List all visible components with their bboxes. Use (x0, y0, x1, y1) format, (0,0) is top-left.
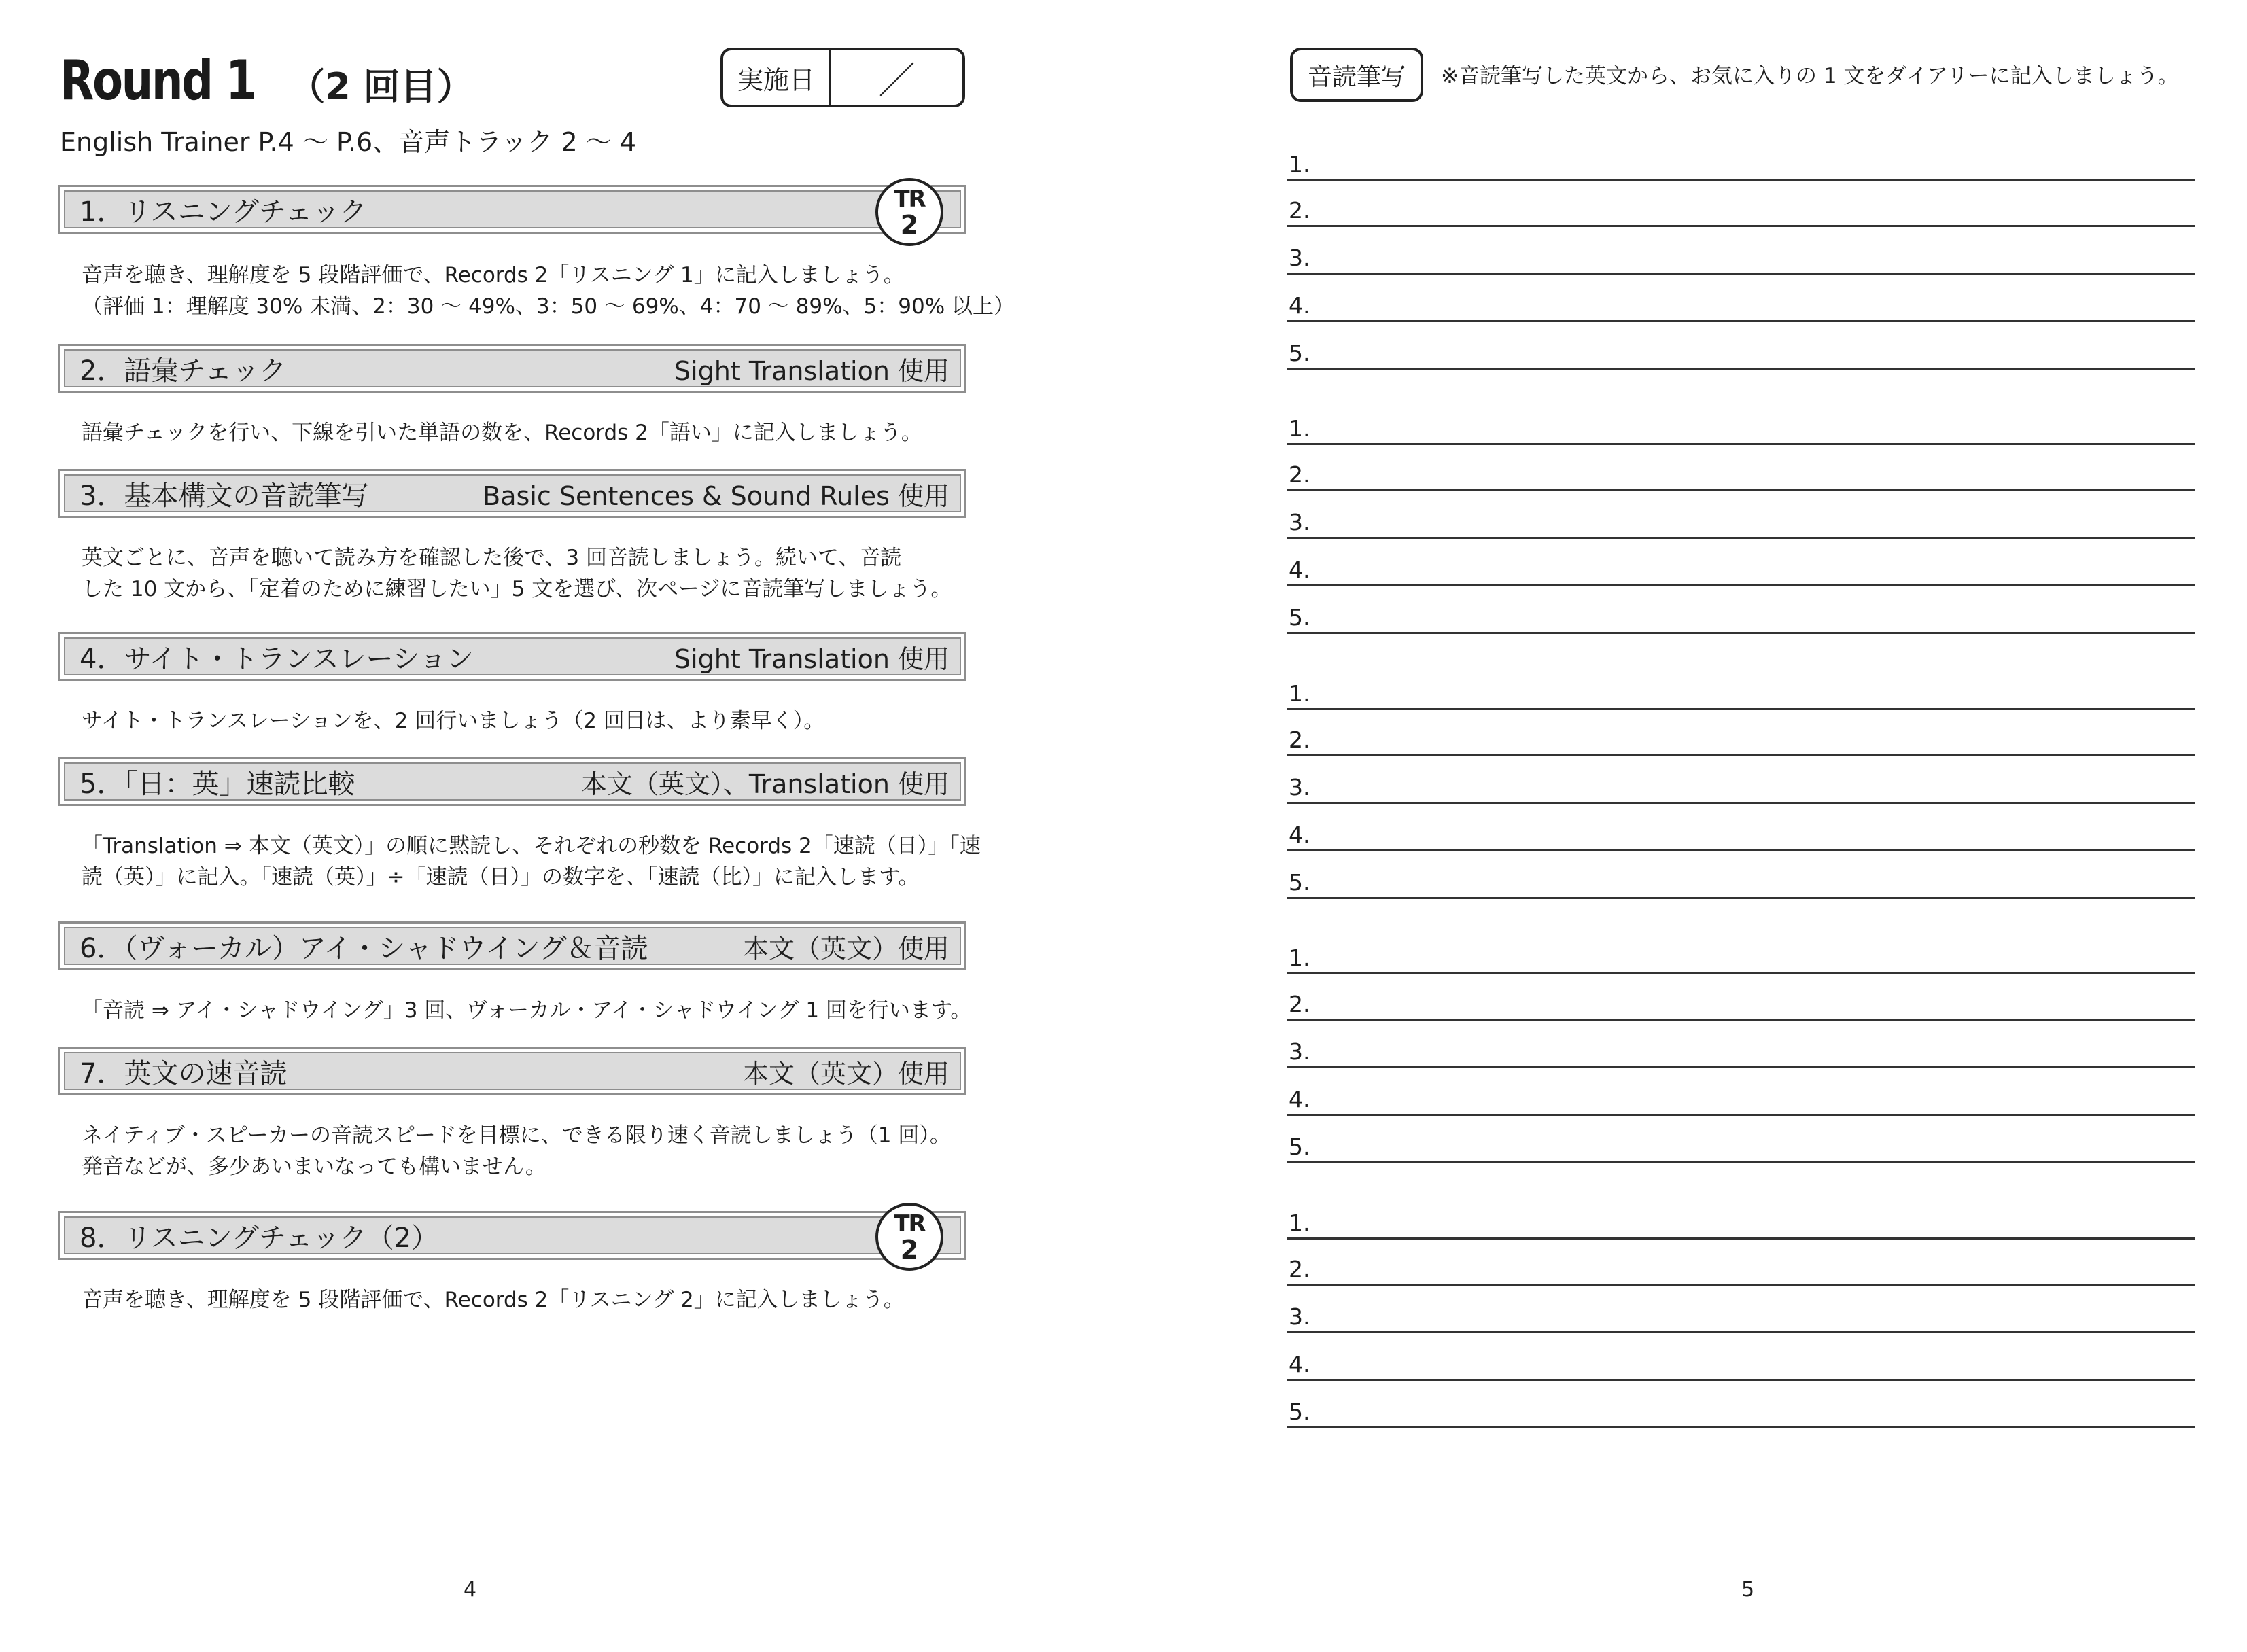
section-heading: 5．「日：英」速読比較 (80, 768, 355, 800)
desc-line: 「Translation ⇒ 本文（英文）」の順に黙読し、それぞれの秒数を Records 2「速読（日）」「速 (82, 834, 981, 858)
writing-line[interactable] (1287, 1345, 2195, 1381)
round-title (60, 49, 474, 110)
writing-line[interactable] (1287, 720, 2195, 756)
track-badge-label: TR (894, 1210, 925, 1237)
desc-line: ネイティブ・スピーカーの音読スピードを目標に、できる限り速く音読しましょう（1 回）。 (82, 1123, 951, 1148)
page-number-right: 5 (1741, 1578, 1755, 1602)
desc-line: 音声を聴き、理解度を 5 段階評価で、Records 2「リスニング 2」に記入しましょう。 (82, 1288, 905, 1312)
line-number: 4. (1289, 292, 1310, 319)
writing-line[interactable] (1287, 409, 2195, 445)
section-2-bar (58, 344, 966, 393)
round-title-sub: （2 回目） (288, 65, 474, 108)
line-number: 1. (1289, 1210, 1310, 1236)
section-tool: Sight Translation 使用 (674, 355, 950, 386)
section-tool: Sight Translation 使用 (674, 644, 950, 674)
section-heading: 6．（ヴォーカル）アイ・シャドウイング＆音読 (80, 932, 648, 964)
desc-line: サイト・トランスレーションを、2 回行いましょう（2 回目は、より素早く）。 (82, 709, 825, 733)
line-number: 5. (1289, 1133, 1310, 1160)
desc-line: 語彙チェックを行い、下線を引いた単語の数を、Records 2「語い」に記入しましょう。 (82, 421, 922, 445)
writing-line[interactable] (1287, 1250, 2195, 1286)
section-heading: 2．語彙チェック (80, 355, 287, 387)
section-3-bar (58, 469, 966, 518)
section-6-desc (82, 995, 972, 1026)
section-tool: 本文（英文）使用 (742, 1058, 950, 1089)
line-number: 5. (1289, 340, 1310, 366)
line-number: 4. (1289, 557, 1310, 583)
section-3-desc (82, 542, 965, 605)
desc-line: （評価 1：理解度 30% 未満、2：30 ～ 49%、3：50 ～ 69%、4：70 ～ 89%、5：90% 以上） (82, 294, 1015, 319)
right-page-note: ※音読筆写した英文から、お気に入りの 1 文をダイアリーに記入しましょう。 (1441, 64, 2179, 88)
writing-line[interactable] (1287, 1392, 2195, 1428)
line-number: 3. (1289, 245, 1310, 271)
writing-line[interactable] (1287, 503, 2195, 539)
track-badge-icon (875, 1203, 943, 1271)
track-badge-number: 2 (900, 1235, 919, 1265)
section-heading: 8．リスニングチェック（2） (80, 1222, 439, 1254)
line-number: 4. (1289, 1086, 1310, 1112)
writing-line[interactable] (1287, 1032, 2195, 1068)
writing-line[interactable] (1287, 938, 2195, 974)
section-heading: 7．英文の速音読 (80, 1057, 288, 1089)
round-title-main: Round 1 (60, 49, 256, 112)
writing-line[interactable] (1287, 286, 2195, 322)
line-number: 1. (1289, 415, 1310, 442)
writing-line[interactable] (1287, 1080, 2195, 1116)
section-5-desc (82, 830, 981, 893)
section-7-desc (82, 1120, 965, 1182)
line-number: 4. (1289, 1351, 1310, 1377)
writing-line[interactable] (1287, 598, 2195, 634)
section-5-bar (58, 757, 966, 806)
page-number-left: 4 (464, 1578, 477, 1602)
track-badge-label: TR (894, 186, 925, 213)
section-6-bar (58, 921, 966, 970)
line-number: 5. (1289, 1399, 1310, 1425)
section-4-bar (58, 632, 966, 681)
line-number: 3. (1289, 774, 1310, 801)
line-number: 1. (1289, 945, 1310, 971)
section-1-bar (58, 185, 966, 234)
section-8-bar (58, 1211, 966, 1260)
line-number: 2. (1289, 1256, 1310, 1282)
writing-line[interactable] (1287, 191, 2195, 227)
desc-line: 「音読 ⇒ アイ・シャドウイング」3 回、ヴォーカル・アイ・シャドウイング 1 回を行います。 (82, 998, 972, 1023)
line-number: 1. (1289, 151, 1310, 177)
desc-line: 英文ごとに、音声を聴いて読み方を確認した後で、3 回音読しましょう。続いて、音読 (82, 546, 902, 570)
desc-line: した 10 文から、「定着のために練習したい」5 文を選び、次ページに音読筆写しましょう。 (82, 577, 952, 601)
section-heading: 3．基本構文の音読筆写 (80, 480, 369, 512)
line-number: 2. (1289, 197, 1310, 224)
section-heading: 1．リスニングチェック (80, 196, 367, 228)
writing-line[interactable] (1287, 768, 2195, 804)
line-number: 2. (1289, 726, 1310, 753)
line-number: 5. (1289, 604, 1310, 631)
date-label: 実施日 (723, 50, 831, 105)
ondoku-hissha-badge: 音読筆写 (1290, 48, 1423, 102)
line-number: 1. (1289, 680, 1310, 707)
writing-line[interactable] (1287, 863, 2195, 899)
writing-line[interactable] (1287, 239, 2195, 275)
line-number: 2. (1289, 991, 1310, 1017)
section-7-bar (58, 1047, 966, 1095)
writing-line[interactable] (1287, 550, 2195, 586)
writing-line[interactable] (1287, 815, 2195, 851)
line-number: 3. (1289, 1303, 1310, 1330)
line-number: 3. (1289, 1038, 1310, 1065)
writing-line[interactable] (1287, 455, 2195, 491)
desc-line: 読（英）」に記入。「速読（英）」÷「速読（日）」の数字を、「速読（比）」に記入します。 (82, 865, 920, 890)
writing-line[interactable] (1287, 145, 2195, 181)
section-tool: Basic Sentences & Sound Rules 使用 (483, 480, 950, 511)
writing-line[interactable] (1287, 1127, 2195, 1163)
section-tool: 本文（英文）、Translation 使用 (580, 769, 950, 799)
line-number: 5. (1289, 869, 1310, 896)
track-badge-number: 2 (900, 210, 919, 240)
track-badge-icon (875, 178, 943, 246)
section-tool: 本文（英文）使用 (742, 933, 950, 964)
date-field[interactable]: ／ (878, 58, 916, 102)
section-2-desc (82, 417, 965, 449)
writing-line[interactable] (1287, 1297, 2195, 1333)
section-heading: 4．サイト・トランスレーション (80, 643, 474, 675)
section-8-desc (82, 1284, 965, 1316)
section-1-desc (82, 260, 1015, 322)
date-box[interactable] (720, 48, 965, 107)
desc-line: 音声を聴き、理解度を 5 段階評価で、Records 2「リスニング 1」に記入しましょう。 (82, 263, 905, 287)
line-number: 4. (1289, 822, 1310, 848)
page-subtitle: English Trainer P.4 ～ P.6、音声トラック 2 ～ 4 (60, 127, 637, 157)
desc-line: 発音などが、多少あいまいなっても構いません。 (82, 1155, 546, 1179)
writing-line[interactable] (1287, 1203, 2195, 1240)
writing-line[interactable] (1287, 674, 2195, 710)
line-number: 3. (1289, 509, 1310, 535)
section-4-desc (82, 705, 965, 737)
line-number: 2. (1289, 461, 1310, 488)
writing-line[interactable] (1287, 334, 2195, 370)
writing-line[interactable] (1287, 985, 2195, 1021)
